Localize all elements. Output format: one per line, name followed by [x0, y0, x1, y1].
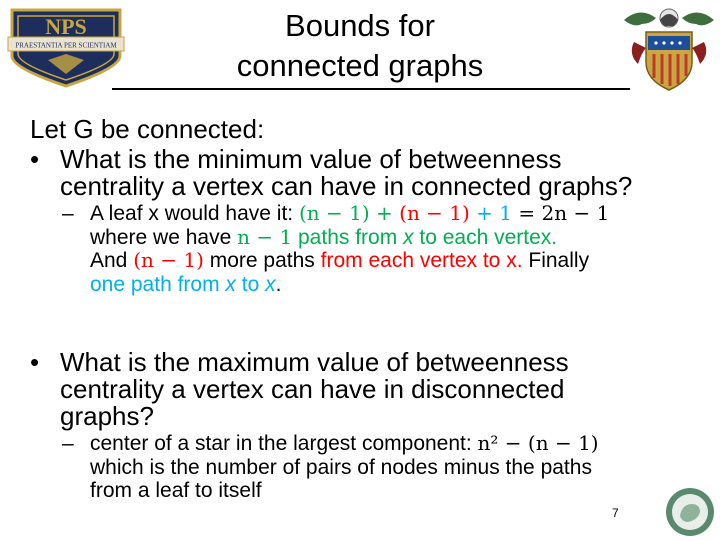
slide-title [150, 6, 570, 86]
title-underline [112, 88, 630, 90]
spacer [30, 296, 710, 347]
intro-text: Let G be connected: [30, 114, 265, 144]
bullet-2 [30, 349, 710, 430]
bullet-dot: • [30, 347, 40, 377]
sub1-text: A leaf x would have it: [90, 202, 299, 225]
sub1-line3-a: And [90, 249, 134, 272]
sub1-math-a: (n − 1) [298, 201, 370, 225]
sub1-line4-x2: x [265, 272, 276, 296]
sub1-line2-x: x [403, 225, 414, 249]
sub1-line4-x1: x [225, 272, 236, 296]
sub-bullet-1 [30, 202, 710, 296]
sub1-line4-a: one path from [90, 272, 226, 296]
sub1-line3-c: more paths [203, 249, 321, 272]
sub1-line3-d: from each vertex to x. [320, 249, 523, 272]
nps-logo-motto: PRAESTANTIA PER SCIENTIAM [15, 41, 117, 50]
bullet-1-line2: centrality a vertex can have in connected graphs? [60, 171, 633, 201]
sub1-line4-e: . [275, 272, 282, 296]
sub1-line4-c: to [235, 272, 266, 296]
sub1-math-c: + 1 [469, 201, 513, 225]
bullet-dot: • [30, 144, 40, 174]
slide-body [30, 114, 710, 503]
sub1-math-b: (n − 1) [399, 201, 470, 225]
sub1-line2-math: n − 1 [237, 224, 293, 249]
slide-title-line1: Bounds for [285, 8, 435, 43]
sub1-line3-e: Finally [522, 249, 590, 272]
sub1-math-plus: + [369, 201, 400, 225]
bullet-2-line1: What is the maximum value of betweenness [60, 347, 569, 377]
crest-logo [620, 2, 718, 94]
sub2-math: n² − (n − 1) [477, 431, 599, 455]
nps-logo [4, 4, 128, 90]
sub1-line2-a: where we have [90, 225, 238, 249]
corner-seal-icon [664, 486, 716, 538]
sub1-line2-c: paths from [292, 225, 404, 249]
sub2-text: center of a star in the largest component: [90, 432, 478, 455]
sub1-line3-math: (n − 1) [133, 248, 204, 272]
sub2-line2: which is the number of pairs of nodes minus the paths [90, 455, 592, 479]
slide-title-line2: connected graphs [236, 48, 484, 83]
dash-marker: – [62, 432, 74, 455]
sub1-line2-e: to each vertex. [413, 225, 558, 249]
sub2-line3: from a leaf to itself [90, 479, 262, 502]
nps-logo-letters: NPS [45, 14, 87, 39]
page-number: 7 [612, 506, 619, 520]
bullet-2-line2: centrality a vertex can have in disconnected [60, 374, 565, 404]
dash-marker: – [62, 202, 74, 225]
sub1-math-result: = 2n − 1 [512, 201, 610, 225]
bullet-1-line1: What is the minimum value of betweenness [60, 144, 562, 174]
bullet-1 [30, 146, 710, 200]
bullet-2-line3: graphs? [60, 401, 154, 431]
sub-bullet-2 [30, 432, 710, 503]
